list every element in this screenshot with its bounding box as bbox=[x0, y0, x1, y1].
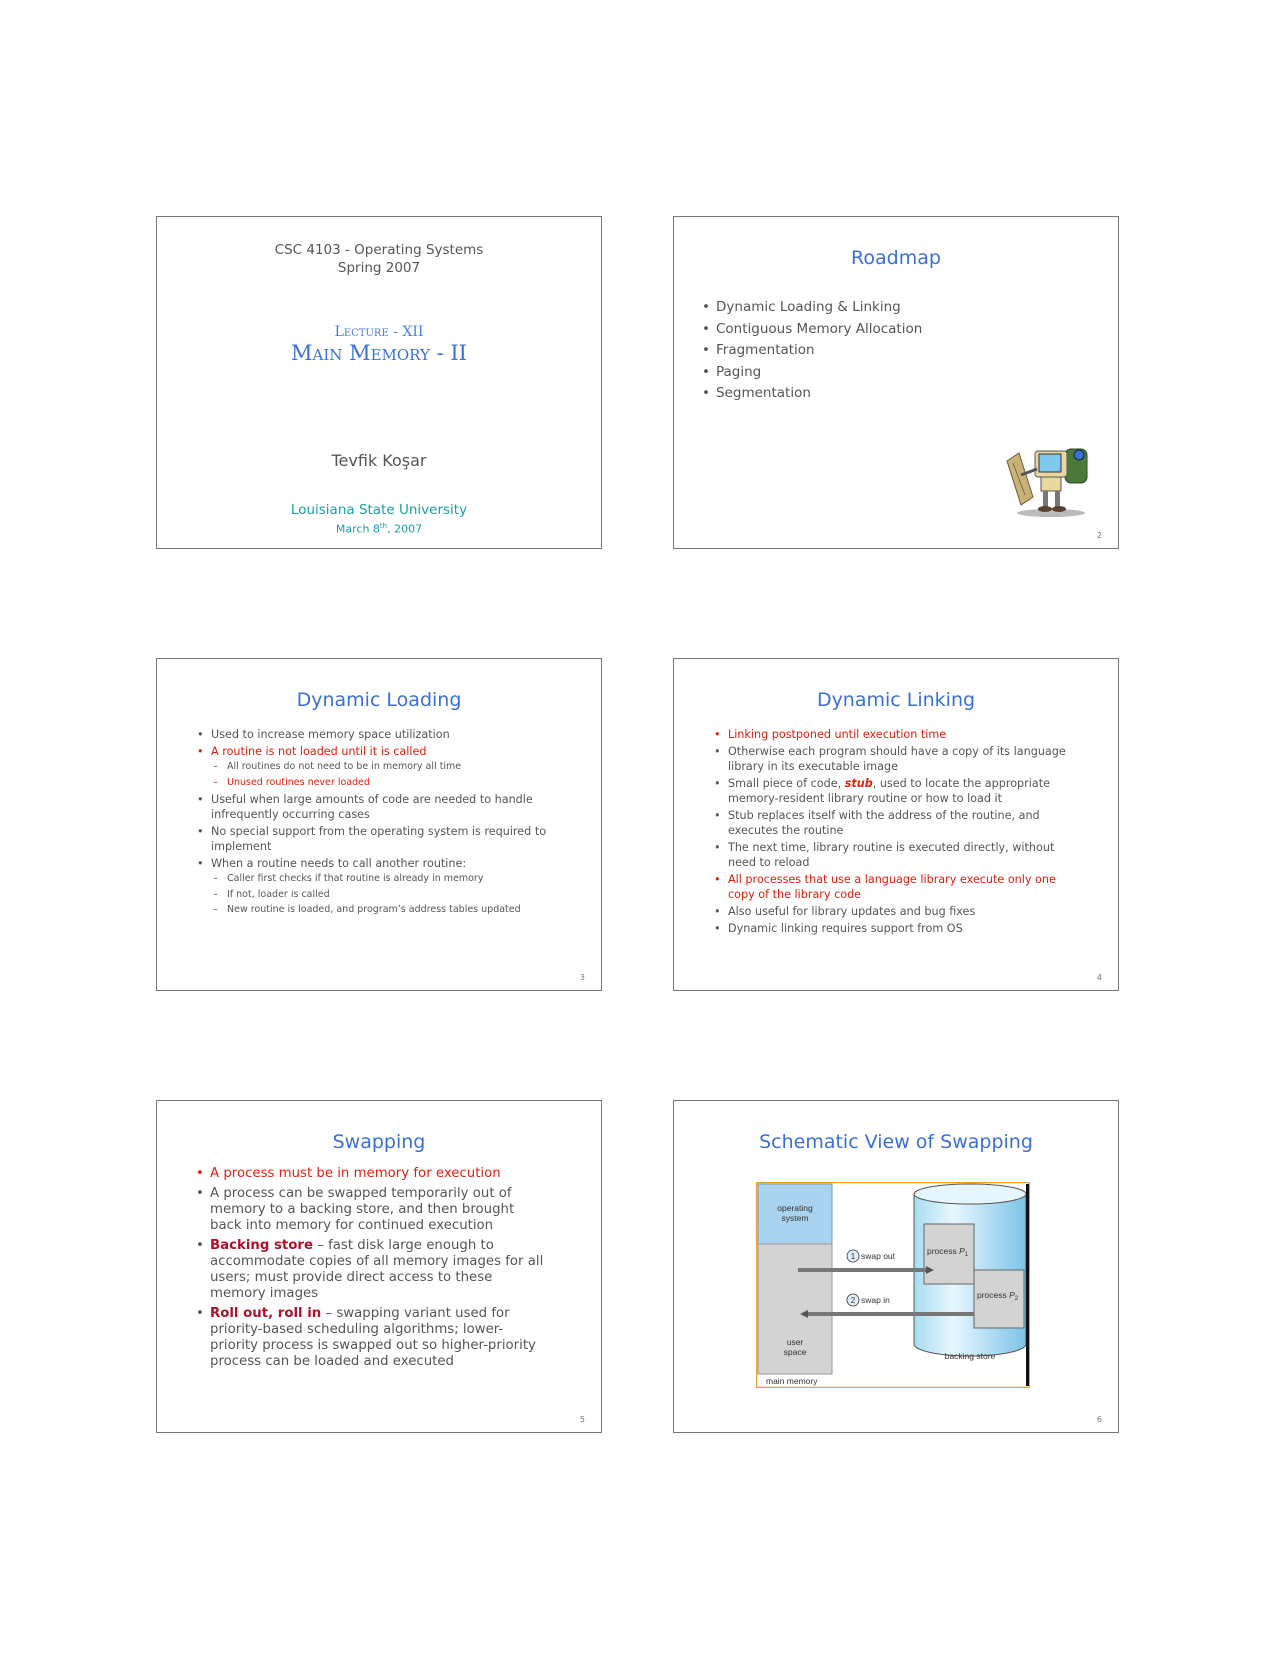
page-number: 4 bbox=[1096, 973, 1102, 982]
process-p2-label: process $P_2$ bbox=[977, 1290, 1019, 1302]
user-label-1: user bbox=[786, 1337, 804, 1347]
bullet-item: • Otherwise each program should have a copy of its language library in its executable image bbox=[712, 744, 1082, 774]
sub-item: – New routine is loaded, and program’s address tables updated bbox=[211, 902, 565, 918]
page-number: 2 bbox=[1096, 531, 1102, 540]
roadmap-item: • Segmentation bbox=[700, 383, 1080, 405]
slide-3-dynamic-loading bbox=[156, 658, 602, 991]
process-p1-label: process $P_1$ bbox=[927, 1246, 969, 1258]
sub-item: – Caller first checks if that routine is already in memory bbox=[211, 871, 565, 887]
bullet-item-highlighted: • Linking postponed until execution time bbox=[712, 727, 1082, 742]
bullet-text: – fast disk large enough to accommodate copies of all memory images for all users; must provide direct access to these memory images bbox=[210, 1238, 544, 1301]
bullet-item: • Dynamic linking requires support from OS bbox=[712, 921, 1082, 936]
bullet-text: – swapping variant used for priority-based scheduling algorithms; lower-priority process is swapped out so higher-priority process can be loaded and executed bbox=[210, 1306, 536, 1369]
roadmap-item: • Dynamic Loading & Linking bbox=[700, 297, 1080, 319]
bullet-item bbox=[195, 856, 565, 918]
course-term: Spring 2007 bbox=[337, 260, 421, 276]
slide-1-title bbox=[156, 216, 602, 549]
page-number: 5 bbox=[579, 1415, 585, 1424]
sub-item-highlighted: – Unused routines never loaded bbox=[211, 775, 565, 791]
bullet-item bbox=[712, 776, 1082, 806]
swapping-diagram bbox=[756, 1182, 1030, 1388]
roadmap-list bbox=[700, 297, 1080, 405]
roadmap-item: • Fragmentation bbox=[700, 340, 1080, 362]
bullet-item bbox=[194, 1238, 549, 1302]
bullet-item-highlighted bbox=[195, 744, 565, 790]
slide-5-swapping bbox=[156, 1100, 602, 1433]
bullet-list bbox=[194, 1166, 549, 1374]
bullet-list bbox=[195, 727, 565, 920]
main-memory-label: main memory bbox=[766, 1376, 818, 1386]
slide-6-schematic-swapping bbox=[673, 1100, 1119, 1433]
page-number: 3 bbox=[579, 973, 585, 982]
sub-item: – All routines do not need to be in memory all time bbox=[211, 759, 565, 775]
university-name: Louisiana State University bbox=[290, 502, 468, 518]
slide-2-roadmap bbox=[673, 216, 1119, 549]
roadmap-item: • Paging bbox=[700, 362, 1080, 384]
slide-title: Schematic View of Swapping bbox=[759, 1131, 1033, 1153]
os-label-2: system bbox=[781, 1213, 809, 1223]
swap-out-label: swap out bbox=[861, 1251, 896, 1261]
course-info bbox=[157, 241, 601, 277]
user-label-2: space bbox=[783, 1347, 807, 1357]
lecture-number: Lecture - XII bbox=[334, 324, 424, 340]
bullet-text: • A routine is not loaded until it is called bbox=[211, 745, 427, 758]
roadmap-item: • Contiguous Memory Allocation bbox=[700, 319, 1080, 341]
term-backing-store: Backing store bbox=[210, 1238, 313, 1253]
bullet-item: • Stub replaces itself with the address of the routine, and executes the routine bbox=[712, 808, 1082, 838]
sub-item: – If not, loader is called bbox=[211, 887, 565, 903]
step-2-number: 2 bbox=[850, 1296, 856, 1305]
os-label-1: operating bbox=[777, 1203, 813, 1213]
swap-in-label: swap in bbox=[861, 1295, 890, 1305]
slide-4-dynamic-linking bbox=[673, 658, 1119, 991]
page-number: 6 bbox=[1096, 1415, 1102, 1424]
bullet-text: , used to locate the appropriate memory-resident library routine or how to load it bbox=[728, 777, 1050, 805]
bullet-text: • When a routine needs to call another routine: bbox=[211, 857, 467, 870]
bullet-item-highlighted: • A process must be in memory for execution bbox=[194, 1166, 549, 1182]
lecture-title: Main Memory - II bbox=[291, 341, 467, 365]
bullet-item: • Also useful for library updates and bug fixes bbox=[712, 904, 1082, 919]
bullet-item: • Useful when large amounts of code are needed to handle infrequently occurring cases bbox=[195, 792, 565, 822]
stub-term: stub bbox=[844, 777, 873, 790]
slide-title: Roadmap bbox=[851, 247, 941, 269]
sub-list bbox=[211, 871, 565, 918]
computer-character-clipart-icon bbox=[999, 439, 1094, 519]
date-year: , 2007 bbox=[387, 522, 423, 536]
bullet-item: • Used to increase memory space utilization bbox=[195, 727, 565, 742]
slide-title: Dynamic Linking bbox=[816, 689, 976, 711]
slide-title: Swapping bbox=[332, 1131, 426, 1153]
bullet-item: • No special support from the operating system is required to implement bbox=[195, 824, 565, 854]
bullet-item: • The next time, library routine is executed directly, without need to reload bbox=[712, 840, 1082, 870]
date-prefix: March 8 bbox=[335, 522, 380, 536]
author-name: Tevfik Koşar bbox=[331, 451, 427, 470]
bullet-text: Small piece of code, bbox=[728, 777, 845, 790]
sub-list bbox=[211, 759, 565, 790]
bullet-item bbox=[194, 1306, 549, 1370]
slide-title: Dynamic Loading bbox=[296, 689, 462, 711]
bullet-item-highlighted: • All processes that use a language library execute only one copy of the library code bbox=[712, 872, 1082, 902]
bullet-item: • A process can be swapped temporarily out of memory to a backing store, and then brought back into memory for continued execution bbox=[194, 1186, 549, 1234]
backing-store-label: backing store bbox=[944, 1351, 996, 1361]
course-name: CSC 4103 - Operating Systems bbox=[274, 242, 484, 258]
term-roll-out-roll-in: Roll out, roll in bbox=[210, 1306, 322, 1321]
bullet-list bbox=[712, 727, 1082, 938]
step-1-number: 1 bbox=[850, 1252, 856, 1261]
lecture-date bbox=[157, 522, 601, 536]
date-suffix-sup: th bbox=[379, 522, 388, 530]
